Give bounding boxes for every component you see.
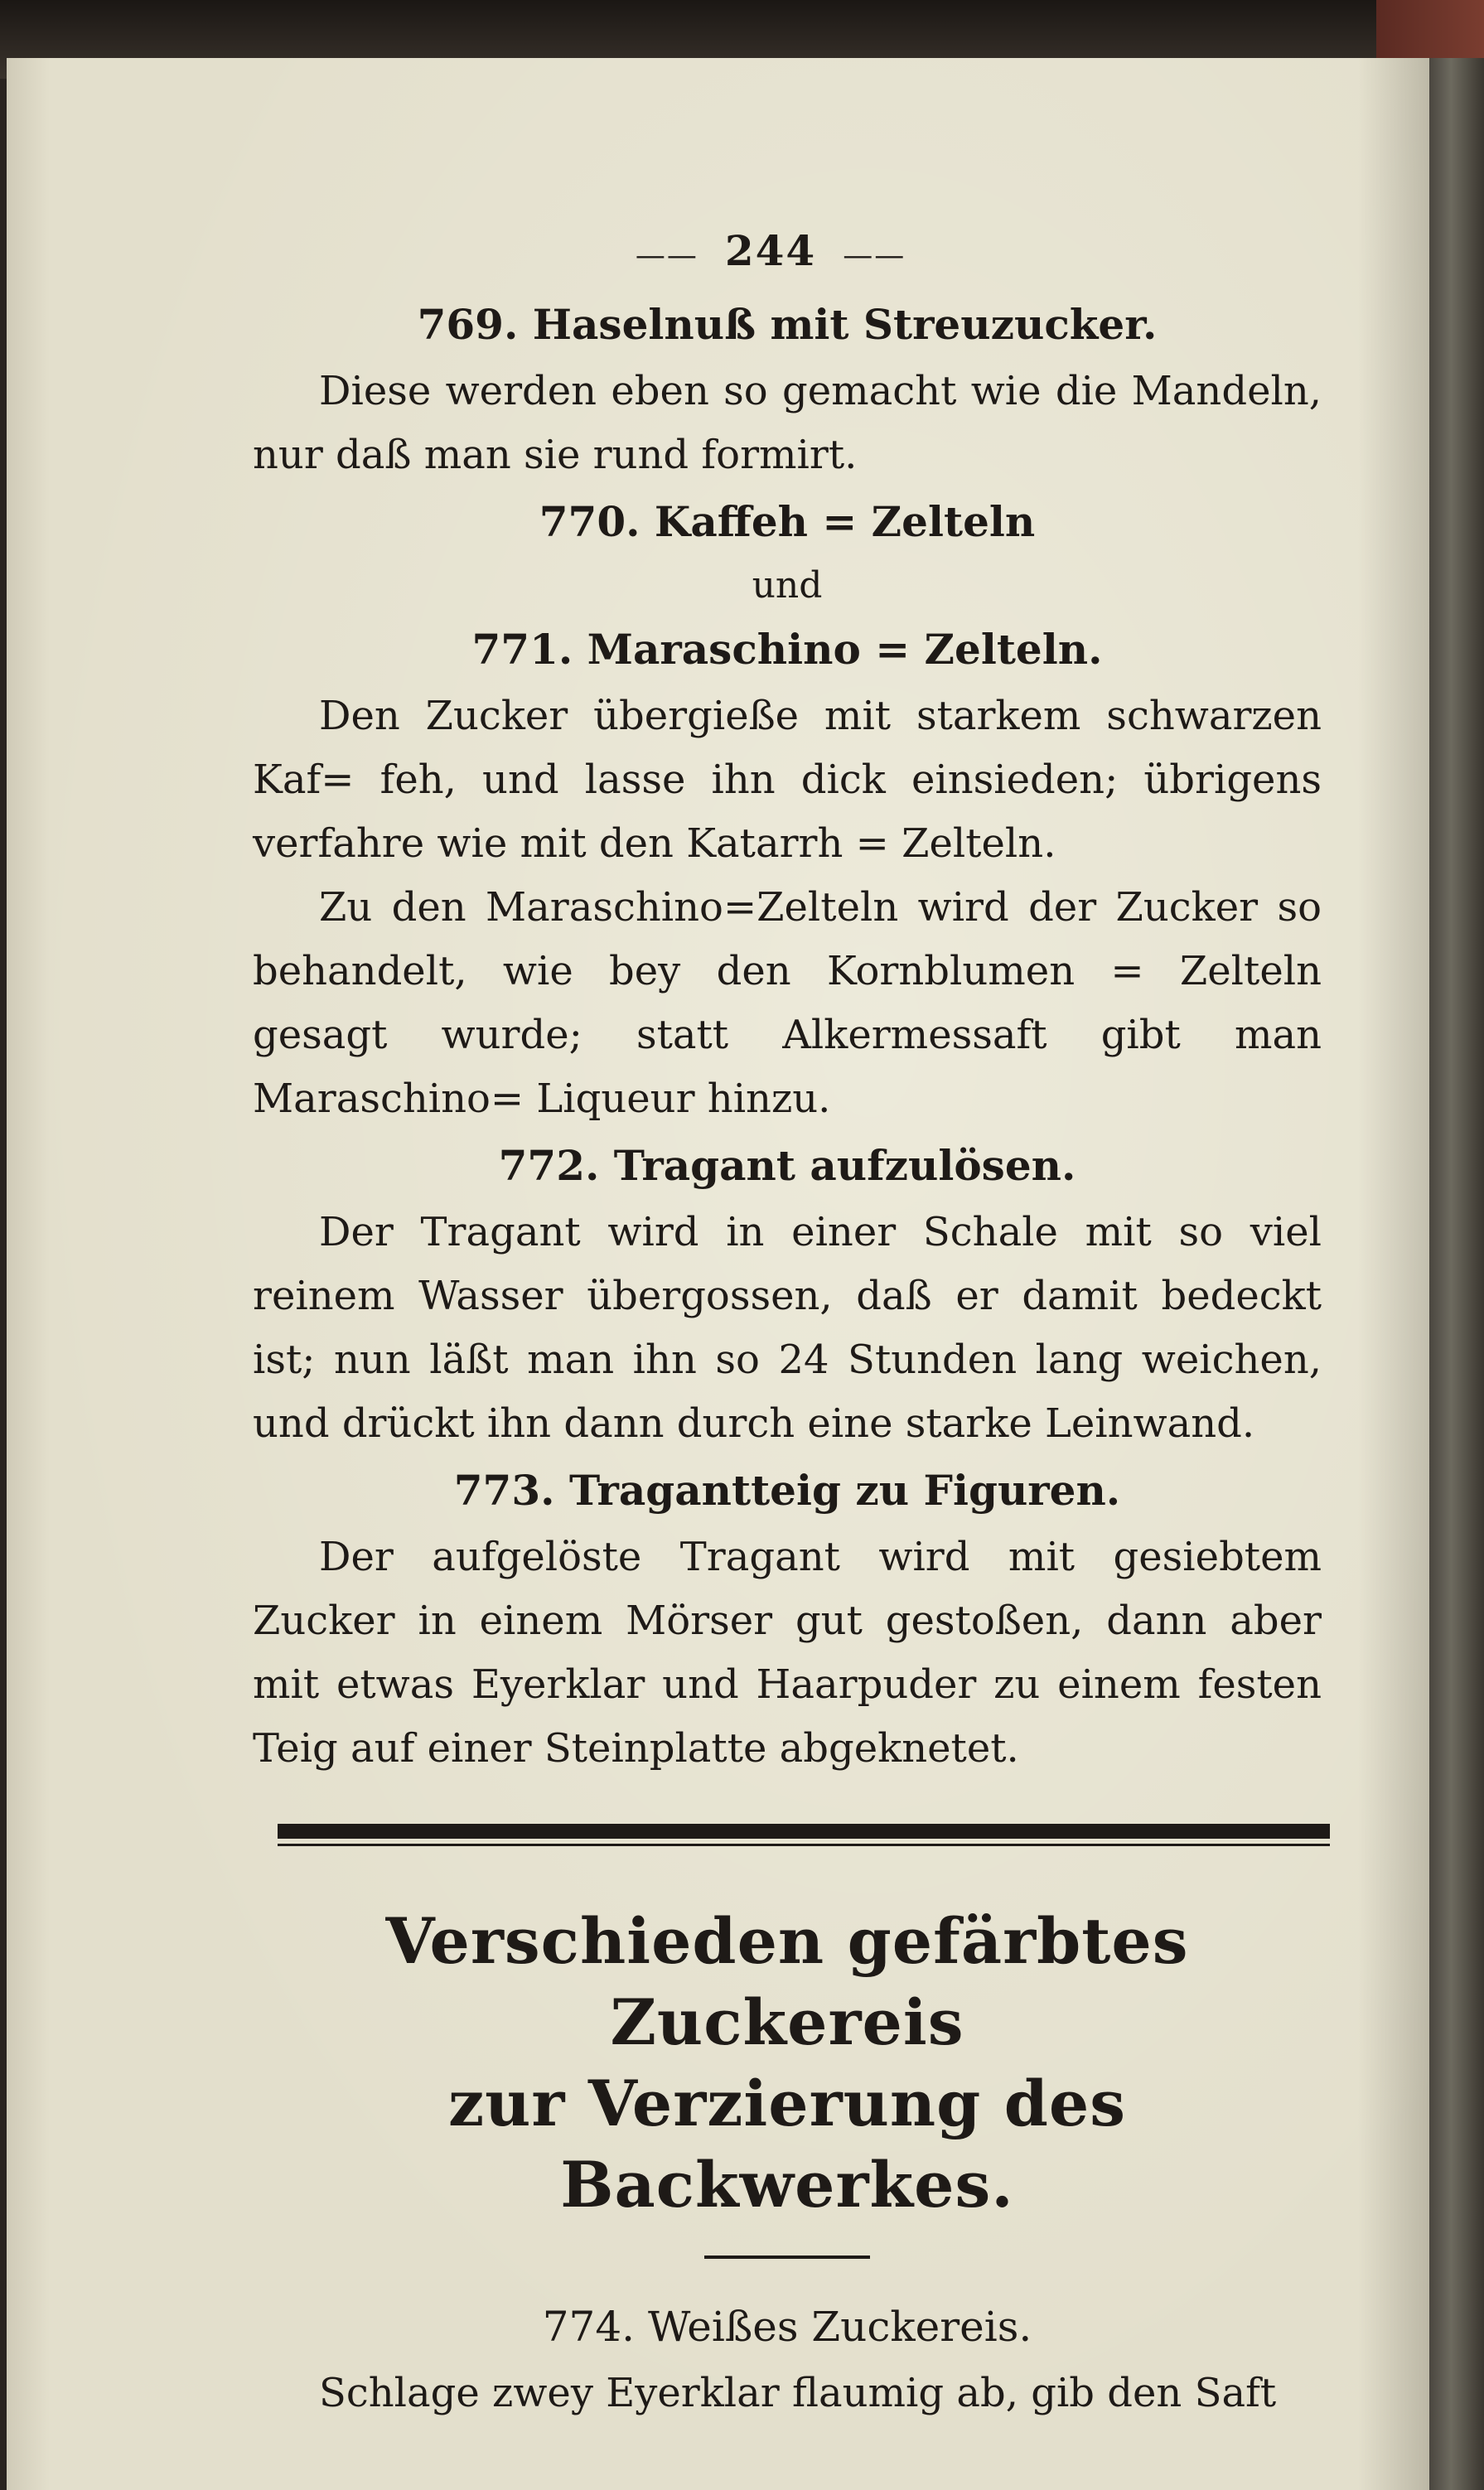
page-number-line (220, 211, 1322, 290)
page-number-dash-right: —— (843, 239, 906, 273)
entry-heading-772: 772. Tragant aufzulösen. (498, 1141, 1076, 1190)
entry-text-774-body: Schlage zwey Eyerklar flaumig ab, gib den Saft (319, 2370, 1277, 2416)
entry-text-773-body: Der aufgelöste Tragant wird mit gesiebtem Zucker in einem Mörser gut gestoßen, dann aber mit etwas Eyerklar und Haarpuder zu einem festen Teig auf einer Steinplatte abgeknetet. (253, 1534, 1322, 1772)
entry-text-770 (253, 684, 1322, 876)
divider-thick-rule (278, 1824, 1330, 1839)
page-content (253, 211, 1322, 2425)
entry-heading-und: und (752, 564, 823, 607)
entry-text-769 (253, 360, 1322, 487)
entry-heading-774: 774. Weißes Zuckereis. (542, 2303, 1032, 2351)
page-number: 244 (724, 226, 817, 275)
entry-text-772-body: Der Tragant wird in einer Schale mit so viel reinem Wasser übergossen, daß er damit bedeckt ist; nun läßt man ihn so 24 Stunden lang weichen, und drückt ihn dann durch eine starke Leinwand. (253, 1209, 1322, 1447)
entry-text-771-body: Zu den Maraschino=Zelteln wird der Zucker so behandelt, wie bey den Kornblumen = Zelteln gesagt wurde; statt Alkermessaft gibt man Maraschino= Liqueur hinzu. (253, 884, 1322, 1122)
divider-thin-rule (278, 1844, 1330, 1846)
section-divider (253, 1781, 1322, 1901)
entry-text-773 (253, 1525, 1322, 1781)
section-title-line-2: zur Verzierung des Backwerkes. (447, 2067, 1127, 2222)
entry-heading-773: 773. Tragantteig zu Figuren. (453, 1466, 1121, 1515)
entry-text-769-body: Diese werden eben so gemacht wie die Mandeln, nur daß man sie rund formirt. (253, 368, 1322, 478)
entry-heading-771: 771. Maraschino = Zelteln. (471, 625, 1103, 674)
entry-text-774 (253, 2362, 1322, 2425)
page-number-dash-left: —— (635, 239, 698, 273)
entry-text-772 (253, 1201, 1322, 1456)
entry-text-770-body: Den Zucker übergieße mit starkem schwarzen Kaf= feh, und lasse ihn dick einsieden; übrigens verfahre wie mit den Katarrh = Zelteln. (253, 693, 1322, 867)
entry-text-771 (253, 876, 1322, 1131)
section-title-line-1: Verschieden gefärbtes Zuckereis (385, 1904, 1189, 2059)
entry-heading-770: 770. Kaffeh = Zelteln (539, 497, 1036, 546)
section-short-rule (704, 2256, 870, 2259)
book-gutter (1429, 58, 1484, 2490)
entry-heading-769: 769. Haselnuß mit Streuzucker. (417, 300, 1158, 349)
